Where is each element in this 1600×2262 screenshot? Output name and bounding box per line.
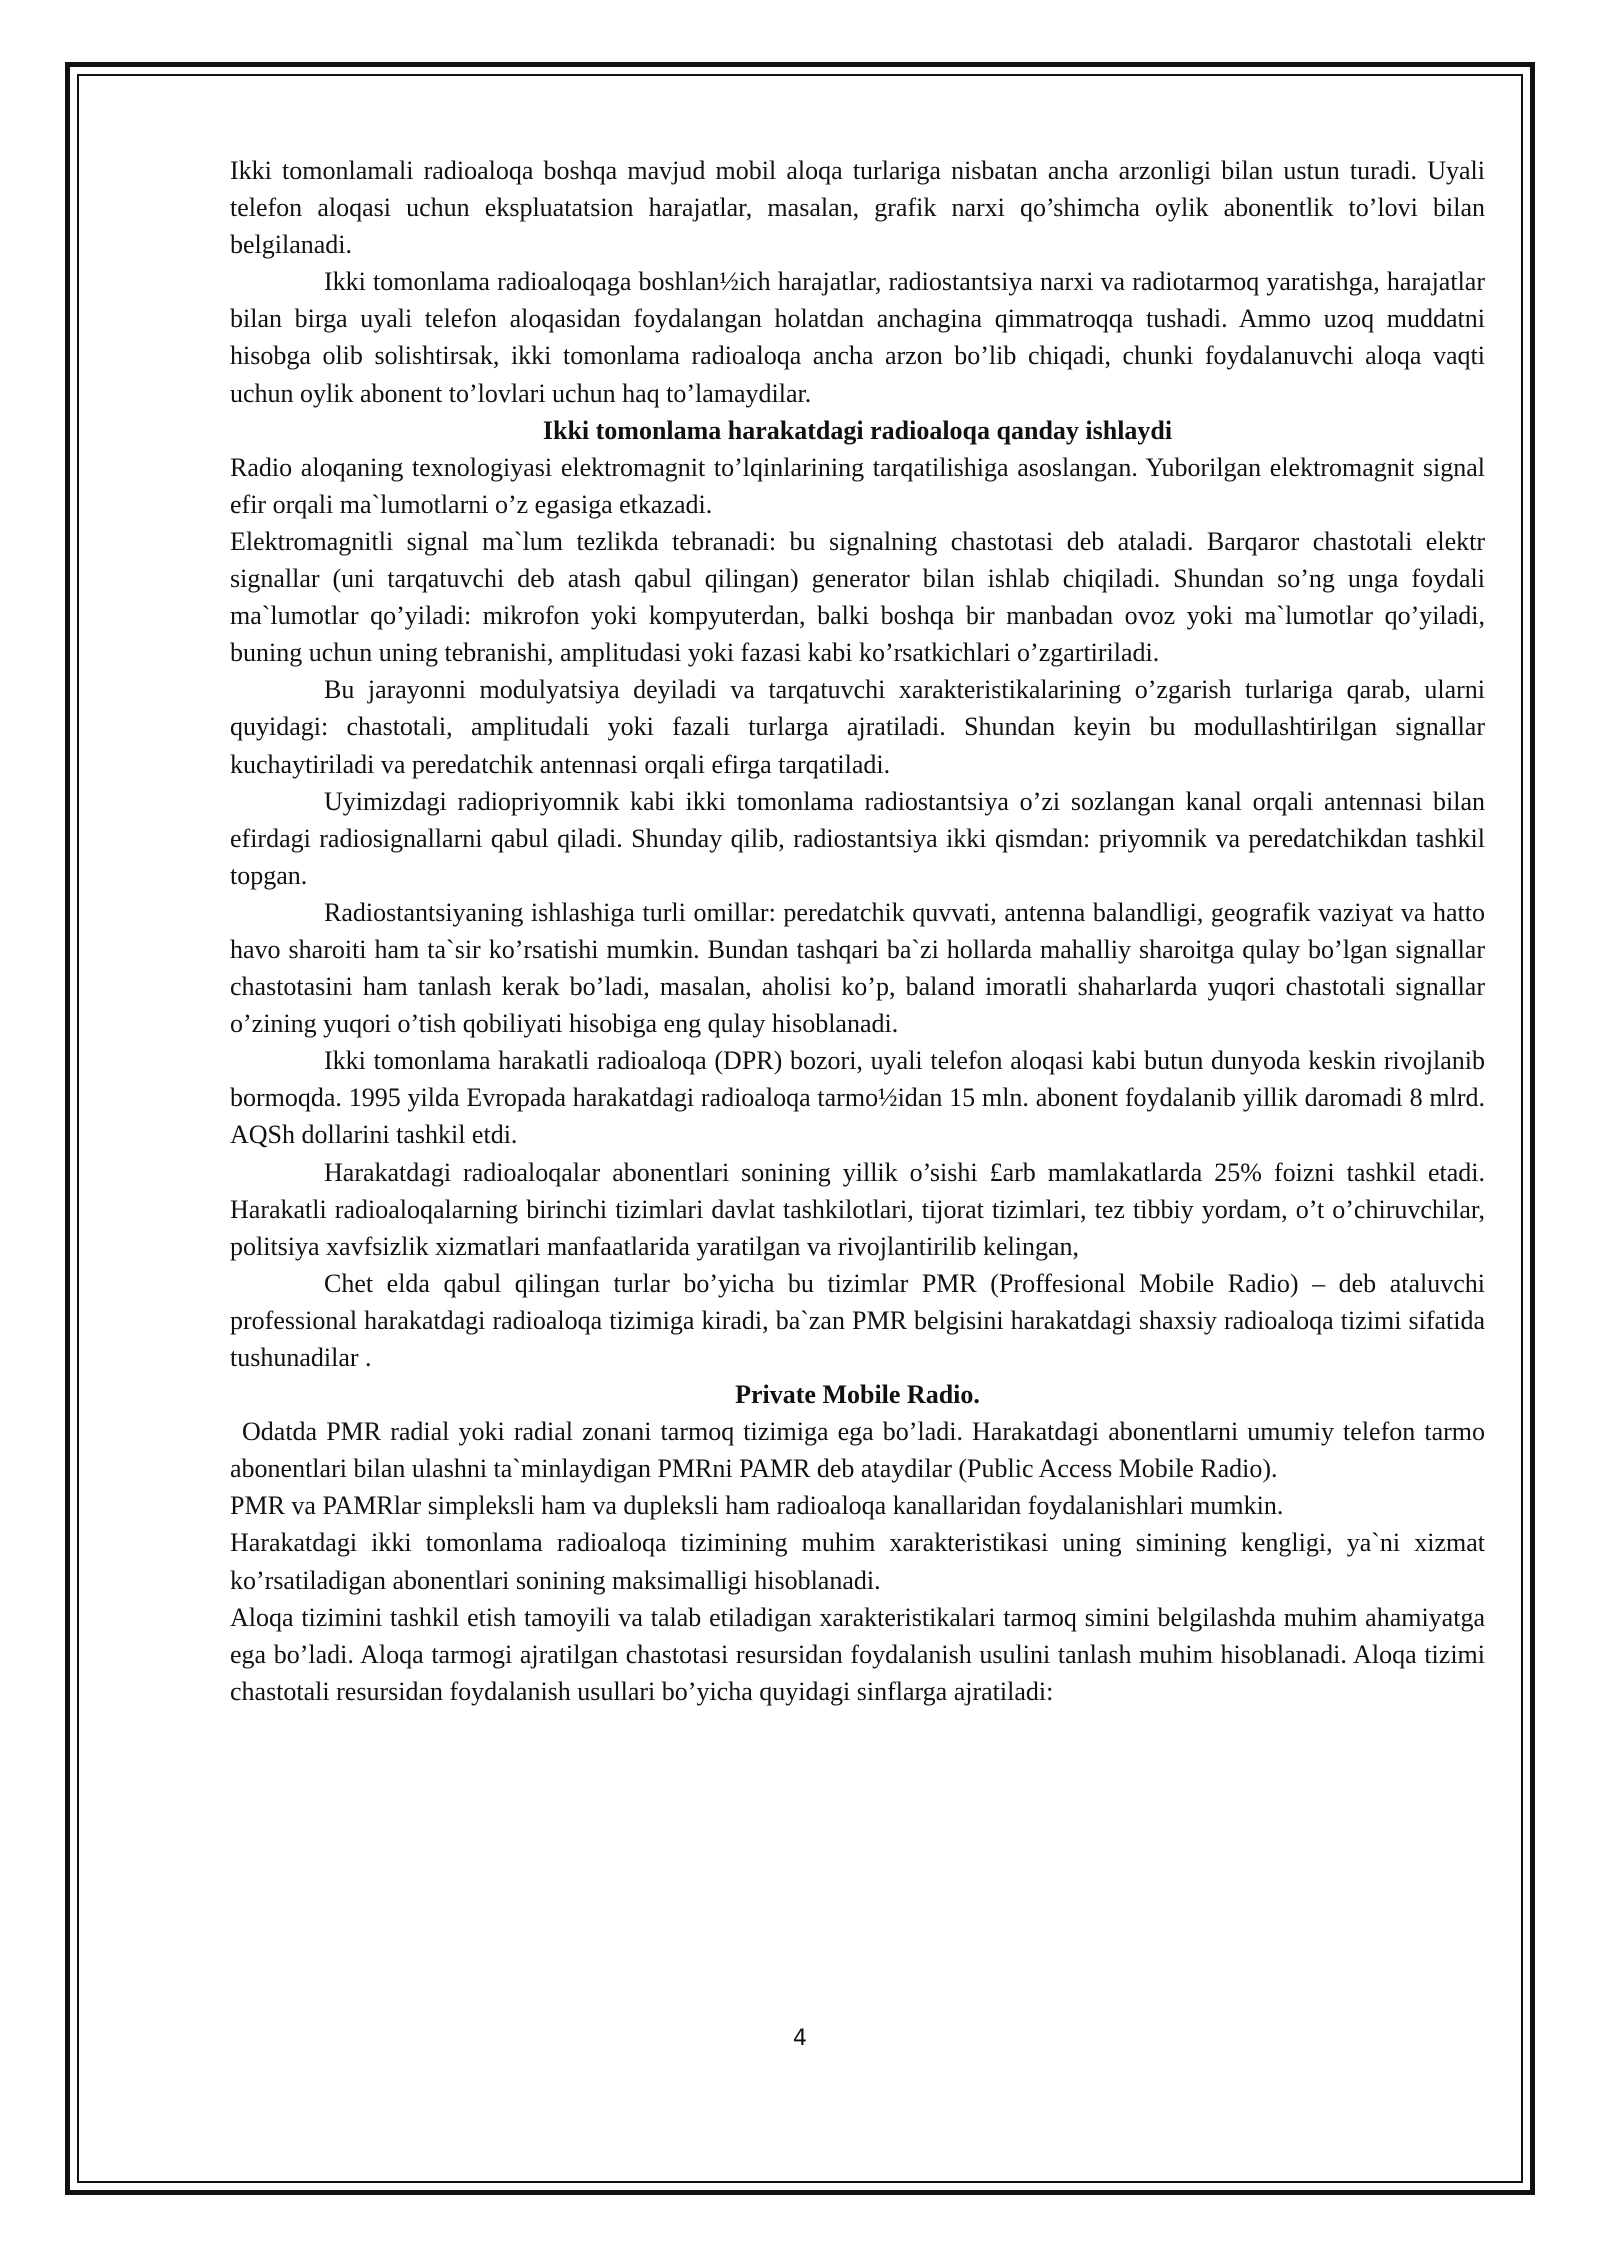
document-body xyxy=(230,152,1485,1710)
paragraph: Odatda PMR radial yoki radial zonani tarmoq tizimiga ega bo’ladi. Harakatdagi abonentlarni umumiy telefon tarmo abonentlari bilan ulashni ta`minlaydigan PMRni PAMR deb ataydilar (Public Access Mobile Radio). xyxy=(230,1417,1485,1484)
paragraph: Radio aloqaning texnologiyasi elektromagnit to’lqinlarining tarqatilishiga asoslangan. Yuborilgan elektromagnit signal efir orqali ma`lumotlarni o’z egasiga etkazadi. xyxy=(230,452,1485,519)
paragraph: Radiostantsiyaning ishlashiga turli omillar: peredatchik quvvati, antenna balandligi, geografik vaziyat va hatto havo sharoiti ham ta`sir ko’rsatishi mumkin. Bundan tashqari ba`zi hollarda mahalliy sharoitga qulay bo’lgan signallar chastotasini ham tanlash kerak bo’ladi, masalan, aholisi ko’p, baland imoratli shaharlarda yuqori chastotali signallar o’zining yuqori o’tish qobiliyati hisobiga eng qulay hisoblanadi. xyxy=(230,897,1485,1039)
paragraph: Aloqa tizimini tashkil etish tamoyili va talab etiladigan xarakteristikalari tarmoq simini belgilashda muhim ahamiyatga ega bo’ladi. Aloqa tarmogi ajratilgan chastotasi resursidan foydalanish usulini tanlash muhim hisoblanadi. Aloqa tizimi chastotali resursidan foydalanish usullari bo’yicha quyidagi sinflarga ajratiladi: xyxy=(230,1602,1485,1706)
paragraph: Uyimizdagi radiopriyomnik kabi ikki tomonlama radiostantsiya o’zi sozlangan kanal orqali antennasi bilan efirdagi radiosignallarni qabul qiladi. Shunday qilib, radiostantsiya ikki qismdan: priyomnik va peredatchikdan tashkil topgan. xyxy=(230,786,1485,890)
paragraph: Ikki tomonlama harakatli radioaloqa (DPR) bozori, uyali telefon aloqasi kabi butun dunyoda keskin rivojlanib bormoqda. 1995 yilda Evropada harakatdagi radioaloqa tarmo½idan 15 mln. abonent foydalanib yillik daromadi 8 mlrd. AQSh dollarini tashkil etdi. xyxy=(230,1046,1485,1150)
paragraph: Bu jarayonni modulyatsiya deyiladi va tarqatuvchi xarakteristikalarining o’zgarish turlariga qarab, ularni quyidagi: chastotali, amplitudali yoki fazali turlarga ajratiladi. Shundan keyin bu modullashtirilgan signallar kuchaytiriladi va peredatchik antennasi orqali efirga tarqatiladi. xyxy=(230,675,1485,779)
paragraph: Chet elda qabul qilingan turlar bo’yicha bu tizimlar PMR (Proffesional Mobile Radio) – deb ataluvchi professional harakatdagi radioaloqa tizimiga kiradi, ba`zan PMR belgisini harakatdagi shaxsiy radioaloqa tizimi sifatida tushunadilar . xyxy=(230,1268,1485,1372)
paragraph: Ikki tomonlamali radioaloqa boshqa mavjud mobil aloqa turlariga nisbatan ancha arzonligi bilan ustun turadi. Uyali telefon aloqasi uchun ekspluatatsion harajatlar, masalan, grafik narxi qo’shimcha oylik abonentlik to’lovi bilan belgilanadi. xyxy=(230,156,1485,260)
paragraph: PMR va PAMRlar simpleksli ham va dupleksli ham radioaloqa kanallaridan foydalanishlari mumkin. xyxy=(230,1491,1284,1521)
section-heading: Private Mobile Radio. xyxy=(735,1380,980,1410)
paragraph: Harakatdagi radioaloqalar abonentlari sonining yillik o’sishi £arb mamlakatlarda 25% foizni tashkil etadi. Harakatli radioaloqalarning birinchi tizimlari davlat tashkilotlari, tijorat tizimlari, tez tibbiy yordam, o’t o’chiruvchilar, politsiya xavfsizlik xizmatlari manfaatlarida yaratilgan va rivojlantirilib kelingan, xyxy=(230,1157,1485,1261)
paragraph: Ikki tomonlama radioaloqaga boshlan½ich harajatlar, radiostantsiya narxi va radiotarmoq yaratishga, harajatlar bilan birga uyali telefon aloqasidan foydalangan holatdan anchagina qimmatroqqa tushadi. Ammo uzoq muddatni hisobga olib solishtirsak, ikki tomonlama radioaloqa ancha arzon bo’lib chiqadi, chunki foydalanuvchi aloqa vaqti uchun oylik abonent to’lovlari uchun haq to’lamaydilar. xyxy=(230,267,1485,408)
paragraph: Elektromagnitli signal ma`lum tezlikda tebranadi: bu signalning chastotasi deb ataladi. Barqaror chastotali elektr signallar (uni tarqatuvchi deb atash qabul qilingan) generator bilan ishlab chiqiladi. Shundan so’ng unga foydali ma`lumotlar qo’yiladi: mikrofon yoki kompyuterdan, balki boshqa bir manbadan ovoz yoki ma`lumotlar qo’yiladi, buning uchun uning tebranishi, amplitudasi yoki fazasi kabi ko’rsatkichlari o’zgartiriladi. xyxy=(230,526,1485,668)
section-heading: Ikki tomonlama harakatdagi radioaloqa qanday ishlaydi xyxy=(542,415,1173,445)
paragraph: Harakatdagi ikki tomonlama radioaloqa tizimining muhim xarakteristikasi uning simining kengligi, ya`ni xizmat ko’rsatiladigan abonentlari sonining maksimalligi hisoblanadi. xyxy=(230,1528,1485,1595)
page-number: 4 xyxy=(793,2026,807,2051)
